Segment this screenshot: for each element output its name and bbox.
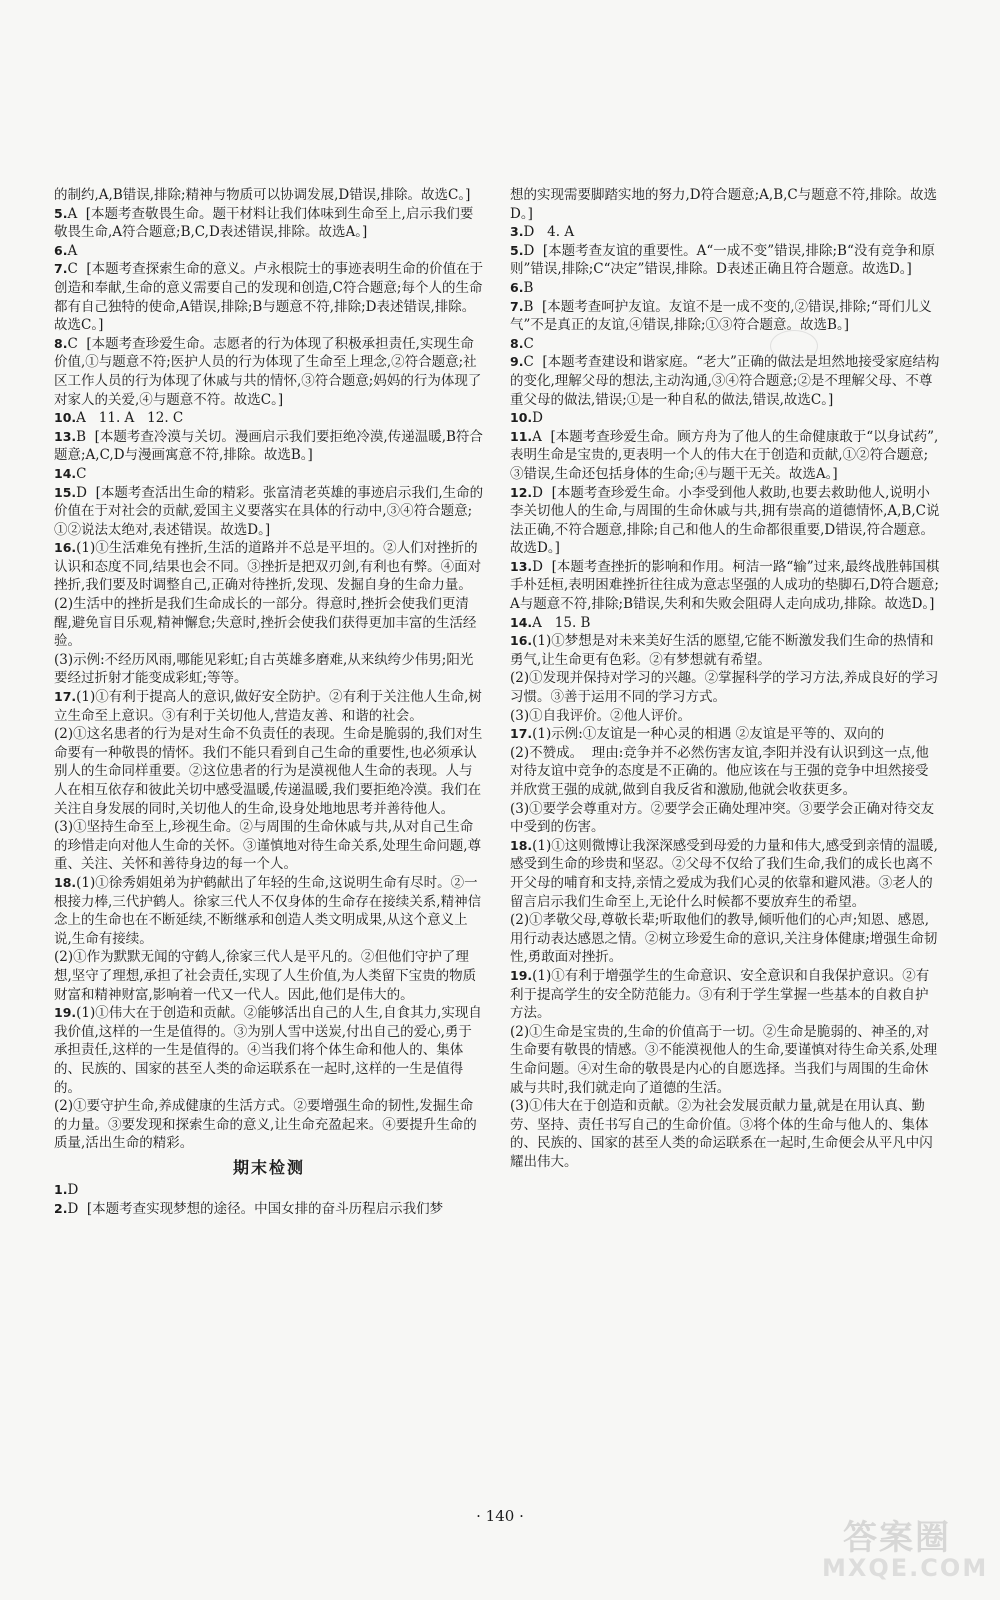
- answer-number: 15.: [54, 484, 77, 500]
- answer-text: D [本题考查珍爱生命。小李受到他人救助,也要去救助他人,说明小李关切他人的生命,与周围的生命休戚与共,拥有崇高的道德情怀,A,B,C说法正确,不符合题意,排除;自己和他人的生命都很重要,D错误,符合题意。故选D。]: [510, 484, 940, 557]
- answer-item: [510, 242, 940, 279]
- answer-number: 17.: [510, 726, 533, 742]
- answer-item: [54, 688, 484, 874]
- answer-text: D: [532, 410, 543, 427]
- answer-number: 10.: [54, 410, 77, 426]
- answer-number: 17.: [54, 689, 77, 705]
- answer-text: (1)示例:①友谊是一种心灵的相遇 ②友谊是平等的、双向的 (2)不赞成。 理由:竞争并不必然伤害友谊,李阳并没有认识到这一点,他对待友谊中竞争的态度是不正确的。他应该在与王强的竞争中坦然接受并欣赏王强的成就,做到自我反省和激励,他就会收获更多。 (3)①要学会尊重对方。②要学会正确处理冲突。③要学会正确对待交友中受到的伤害。: [510, 726, 935, 836]
- answer-number: 3.: [510, 224, 524, 240]
- answer-item: [54, 1181, 484, 1200]
- answer-item: [54, 484, 484, 540]
- answer-text: A [本题考查珍爱生命。顾方舟为了他人的生命健康敢于“以身试药”,表明生命是宝贵的,更表明一个人的伟大在于创造和贡献,①②符合题意;③错误,生命还包括身体的生命;④与题干无关。故选A。]: [510, 428, 939, 482]
- answer-text: A [本题考查敬畏生命。题干材料让我们体味到生命至上,启示我们要敬畏生命,A符合题意;B,C,D表述错误,排除。故选A。]: [54, 205, 474, 241]
- answer-item: [510, 409, 940, 428]
- answer-text: C [本题考查建设和谐家庭。“老大”正确的做法是坦然地接受家庭结构的变化,理解父母的想法,主动沟通,③④符合题意;②是不理解父母、不尊重父母的做法,错误;①是一种自私的做法,错误,故选C。]: [510, 354, 940, 408]
- answer-number: 19.: [510, 967, 533, 983]
- answer-text: C [本题考查探索生命的意义。卢永根院士的事迹表明生命的价值在于创造和奉献,生命的意义需要自己的发现和创造,C符合题意;每个人的生命都有自己独特的使命,A错误,排除;B与题意不符,排除;D表述错误,排除。故选C。]: [54, 261, 484, 334]
- answer-number: 7.: [54, 261, 68, 277]
- answer-item: [510, 484, 940, 558]
- answer-text: A 15. B: [532, 614, 591, 631]
- answer-text: B [本题考查呵护友谊。友谊不是一成不变的,②错误,排除;“哥们儿义气”不是真正的友谊,④错误,排除;①③符合题意。故选B。]: [510, 298, 932, 334]
- answer-text: (1)①有利于增强学生的生命意识、安全意识和自我保护意识。②有利于提高学生的安全防范能力。③有利于学生掌握一些基本的自救自护方法。 (2)①生命是宝贵的,生命的价值高于一切。②生命是脆弱的、神圣的,对生命要有敬畏的情感。③不能漠视他人的生命,要谨慎对待生命关系,处理生命问题。④对生命的敬畏是内心的自愿选择。当我们与周围的生命休戚与共时,我们就走向了道德的生活。 (3)①伟大在于创造和贡献。②为社会发展贡献力量,就是在用认真、勤劳、坚持、责任书写自己的生命价值。③将个体的生命与他人的、集体的、民族的、国家的甚至人类的命运联系在一起时,生命便会从平凡中闪耀出伟大。: [510, 967, 938, 1170]
- answer-text: D: [67, 1182, 79, 1199]
- answer-text: (1)①生活难免有挫折,生活的道路并不总是平坦的。②人们对挫折的认识和态度不同,结果也会不同。③挫折是把双刃剑,有利也有弊。④面对挫折,我们要及时调整自己,正确对待挫折,发现、发掘自身的生命力量。 (2)生活中的挫折是我们生命成长的一部分。得意时,挫折会使我们更清醒,避免盲目乐观,精神懈怠;失意时,挫折会使我们获得更加丰富的生活经验。 (3)示例:不经历风雨,哪能见彩虹;自古英雄多磨难,从来纨绔少伟男;阳光要经过折射才能变成彩虹;等等。: [54, 540, 482, 687]
- answer-number: 13.: [54, 428, 77, 444]
- answer-number: 6.: [510, 279, 524, 295]
- answer-text: C: [76, 465, 87, 482]
- answer-item: [54, 1200, 484, 1219]
- answer-text: D [本题考查实现梦想的途径。中国女排的奋斗历程启示我们梦: [67, 1201, 444, 1218]
- answer-item: [510, 223, 940, 242]
- answer-item: [54, 465, 484, 484]
- answer-text: (1)①这则微博让我深深感受到母爱的力量和伟大,感受到亲情的温暖,感受到生命的珍贵和坚忍。②父母不仅给了我们生命,我们的成长也离不开父母的哺育和支持,亲情之爱成为我们心灵的依靠和避风港。③老人的留言启示我们生命至上,无论什么时候都不要放弃生的希望。 (2)①孝敬父母,尊敬长辈;听取他们的教导,倾听他们的心声;知恩、感恩,用行动表达感恩之情。②树立珍爱生命的意识,关注身体健康;增强生命韧性,勇敢面对挫折。: [510, 837, 938, 966]
- answer-number: 16.: [510, 633, 533, 649]
- answer-text: A: [67, 242, 78, 259]
- watermark-logo: [812, 1510, 989, 1590]
- answer-number: 5.: [510, 242, 524, 258]
- answer-item: [54, 1004, 484, 1153]
- answer-text: A 11. A 12. C: [76, 410, 184, 427]
- answer-item: [510, 428, 940, 484]
- answer-item: [510, 967, 940, 1172]
- answer-number: 5.: [54, 205, 68, 221]
- answer-text: (1)①有利于提高人的意识,做好安全防护。②有利于关注他人生命,树立生命至上意识。③有利于关切他人,营造友善、和谐的社会。 (2)①这名患者的行为是对生命不负责任的表现。生命是脆弱的,我们对生命要有一种敬畏的情怀。我们不能只看到自己生命的重要性,也必须承认别人的生命同样重要。②这位患者的行为是漠视他人生命的表现。人与人在相互依存和彼此关切中感受温暖,传递温暖,我们要拒绝冷漠。我们在关注自身发展的同时,关切他人的生命,设身处地地思考并善待他人。 (3)①坚持生命至上,珍视生命。②与周围的生命休戚与共,从对自己生命的珍惜走向对他人生命的关怀。③谨慎地对待生命关系,处理生命问题,尊重、关注、关怀和善待身边的每一个人。: [54, 689, 483, 873]
- answer-item: [54, 205, 484, 242]
- right-column: [510, 186, 940, 1171]
- answer-number: 1.: [54, 1182, 68, 1198]
- watermark-top-text: 答案圈: [843, 1518, 951, 1558]
- section-title: 期末检测: [232, 1157, 305, 1177]
- answer-number: 8.: [510, 335, 524, 351]
- answer-item: [54, 335, 484, 409]
- faint-stamp: [770, 330, 818, 362]
- answer-number: 6.: [54, 242, 68, 258]
- answer-item: [510, 558, 940, 614]
- answer-number: 19.: [54, 1005, 77, 1021]
- answer-number: 14.: [510, 614, 533, 630]
- answer-item: [54, 539, 484, 688]
- answer-number: 14.: [54, 465, 77, 481]
- answer-number: 2.: [54, 1201, 68, 1217]
- answer-number: 8.: [54, 335, 68, 351]
- answer-text: D 4. A: [523, 224, 575, 241]
- answer-text: D [本题考查挫折的影响和作用。柯洁一路“输”过来,最终战胜韩国棋手朴廷桓,表明困难挫折往往成为意志坚强的人成功的垫脚石,D符合题意;A与题意不符,排除;B错误,失利和失败会阻碍人走向成功,排除。故选D。]: [510, 558, 940, 613]
- answer-number: 11.: [510, 428, 533, 444]
- answer-item: [510, 837, 940, 967]
- answer-number: 16.: [54, 540, 77, 556]
- answer-number: 7.: [510, 298, 524, 314]
- answer-text: (1)①徐秀娟姐弟为护鹤献出了年轻的生命,这说明生命有尽时。②一根接力棒,三代护鹤人。徐家三代人不仅身体的生命存在接续关系,精神信念上的生命也在不断延续,不断继承和创造人类文明成果,从这个意义上说,生命有接续。 (2)①作为默默无闻的守鹤人,徐家三代人是平凡的。②但他们守护了理想,坚守了理想,承担了社会责任,实现了人生价值,为人类留下宝贵的物质财富和精神财富,影响着一代又一代人。因此,他们是伟大的。: [54, 874, 482, 1003]
- answer-item: [54, 260, 484, 334]
- answer-item: [54, 874, 484, 1004]
- answer-text: D [本题考查友谊的重要性。A“一成不变”错误,排除;B“没有竞争和原则”错误,排除;C“决定”错误,排除。D表述正确且符合题意。故选D。]: [510, 242, 935, 278]
- answer-text: B: [523, 279, 534, 296]
- answer-text: 的制约,A,B错误,排除;精神与物质可以协调发展,D错误,排除。故选C。]: [54, 187, 471, 203]
- answer-text: C [本题考查珍爱生命。志愿者的行为体现了积极承担责任,实现生命价值,①与题意不符;医护人员的行为体现了生命至上理念,②符合题意;社区工作人员的行为体现了休戚与共的情怀,③符合题意;妈妈的行为体现了对家人的关爱,④与题意不符。故选C。]: [54, 335, 482, 408]
- answer-item: [510, 279, 940, 298]
- answer-number: 10.: [510, 410, 533, 426]
- answer-number: 13.: [510, 558, 533, 574]
- answer-item: [54, 428, 484, 465]
- answer-item: [510, 353, 940, 409]
- answer-text: 想的实现需要脚踏实地的努力,D符合题意;A,B,C与题意不符,排除。故选D。]: [510, 187, 938, 222]
- answer-text: (1)①伟大在于创造和贡献。②能够活出自己的人生,自食其力,实现自我价值,这样的一生是值得的。③为别人雪中送炭,付出自己的爱心,勇于承担责任,这样的一生是值得的。④当我们将个体生命和他人的、集体的、民族的、国家的甚至人类的命运联系在一起时,这样的一生是值得的。 (2)①要守护生命,养成健康的生活方式。②要增强生命的韧性,发掘生命的力量。③要发现和探索生命的意义,让生命充盈起来。④要提升生命的质量,活出生命的精彩。: [54, 1005, 482, 1152]
- answer-text: D [本题考查活出生命的精彩。张富清老英雄的事迹启示我们,生命的价值在于对社会的贡献,爱国主义要落实在具体的行动中,③④符合题意;①②说法太绝对,表述错误。故选D。]: [54, 484, 484, 538]
- watermark-bottom-text: MXQE.COM: [822, 1554, 989, 1582]
- answer-number: 12.: [510, 484, 533, 500]
- answer-item: [54, 186, 484, 205]
- answer-item: [510, 725, 940, 837]
- answer-item: [510, 632, 940, 725]
- answer-number: 18.: [510, 837, 533, 853]
- left-column: [54, 186, 484, 1219]
- answer-item: [510, 335, 940, 354]
- answer-item: [54, 409, 484, 428]
- answer-item: [54, 242, 484, 261]
- answer-item: [510, 298, 940, 335]
- answer-item: [510, 186, 940, 223]
- answer-text: (1)①梦想是对未来美好生活的愿望,它能不断激发我们生命的热情和勇气,让生命更有色彩。②有梦想就有希望。 (2)①发现并保持对学习的兴趣。②掌握科学的学习方法,养成良好的学习习惯。③善于运用不同的学习方式。 (3)①自我评价。②他人评价。: [510, 633, 939, 724]
- answer-number: 18.: [54, 874, 77, 890]
- answer-text: C: [523, 335, 534, 352]
- answer-item: [510, 614, 940, 633]
- answer-number: 9.: [510, 354, 524, 370]
- page-number: · 140 ·: [476, 1507, 524, 1525]
- answer-text: B [本题考查冷漠与关切。漫画启示我们要拒绝冷漠,传递温暖,B符合题意;A,C,D与漫画寓意不符,排除。故选B。]: [54, 428, 483, 464]
